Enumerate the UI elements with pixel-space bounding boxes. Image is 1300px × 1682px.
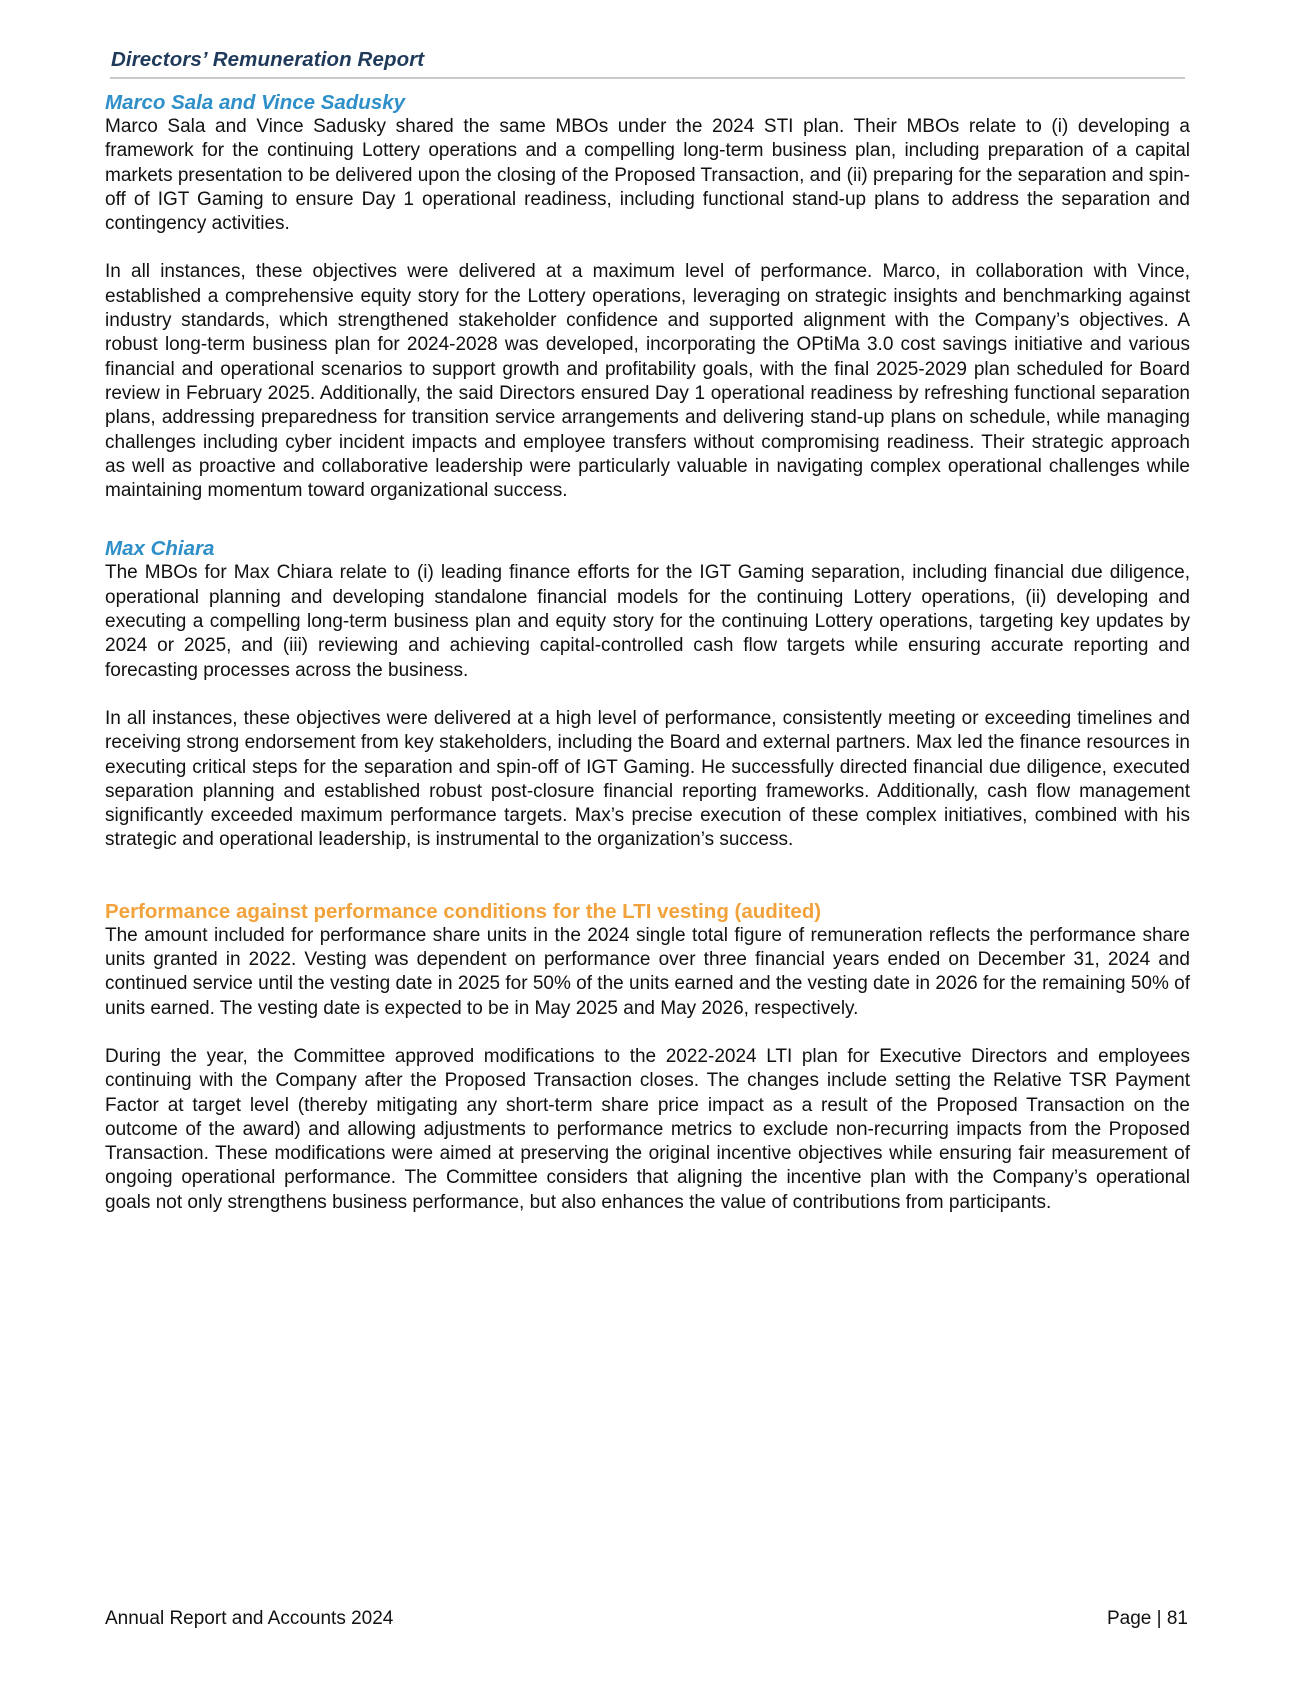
report-title: Directors’ Remuneration Report — [111, 48, 425, 71]
section-max-chiara — [105, 537, 1190, 852]
paragraph: The MBOs for Max Chiara relate to (i) leading finance efforts for the IGT Gaming separation, including financial due diligence, operational planning and developing standalone financial models for the continuing Lottery operations, (ii) developing and executing a compelling long-term business plan and equity story for the continuing Lottery operations, targeting key updates by 2024 or 2025, and (iii) reviewing and achieving capital-controlled cash flow targets while ensuring accurate reporting and forecasting processes across the business. — [105, 562, 1190, 681]
paragraph: In all instances, these objectives were delivered at a maximum level of performance. Marco, in collaboration with Vince, established a comprehensive equity story for the Lottery operations, leveraging on strategic insights and benchmarking against industry standards, which strengthened stakeholder confidence and supported alignment with the Company’s objectives. A robust long-term business plan for 2024-2028 was developed, incorporating the OPtiMa 3.0 cost savings initiative and various financial and operational scenarios to support growth and profitability goals, with the final 2025-2029 plan scheduled for Board review in February 2025. Additionally, the said Directors ensured Day 1 operational readiness by refreshing functional separation plans, addressing preparedness for transition service arrangements and delivering stand-up plans on schedule, while managing challenges including cyber incident impacts and employee transfers without compromising readiness. Their strategic approach as well as proactive and collaborative leadership were particularly valuable in navigating complex operational challenges while maintaining momentum toward organizational success. — [105, 261, 1190, 502]
section-heading: Performance against performance conditions for the LTI vesting (audited) — [105, 899, 822, 923]
section-lti-vesting — [105, 900, 1190, 1215]
section-sala-sadusky — [105, 91, 1190, 503]
section-heading: Max Chiara — [105, 537, 215, 561]
page-header — [110, 48, 1185, 79]
section-heading: Marco Sala and Vince Sadusky — [105, 91, 406, 114]
header-divider — [110, 77, 1185, 79]
page-number: Page | 81 — [1106, 1608, 1188, 1629]
paragraph: Marco Sala and Vince Sadusky shared the same MBOs under the 2024 STI plan. Their MBOs relate to (i) developing a framework for the continuing Lottery operations and a compelling long-term business plan, including preparation of a capital markets presentation to be delivered upon the closing of the Proposed Transaction, and (ii) preparing for the separation and spin-off of IGT Gaming to ensure Day 1 operational readiness, including functional stand-up plans to address the separation and contingency activities. — [105, 116, 1190, 235]
paragraph: During the year, the Committee approved modifications to the 2022-2024 LTI plan for Executive Directors and employees continuing with the Company after the Proposed Transaction closes. The changes include setting the Relative TSR Payment Factor at target level (thereby mitigating any short-term share price impact as a result of the Proposed Transaction on the outcome of the award) and allowing adjustments to performance metrics to exclude non-recurring impacts from the Proposed Transaction. These modifications were aimed at preserving the original incentive objectives while ensuring fair measurement of ongoing operational performance. The Committee considers that aligning the incentive plan with the Company’s operational goals not only strengthens business performance, but also enhances the value of contributions from participants. — [105, 1045, 1190, 1213]
footer-report-name: Annual Report and Accounts 2024 — [105, 1608, 394, 1629]
paragraph: In all instances, these objectives were delivered at a high level of performance, consistently meeting or exceeding timelines and receiving strong endorsement from key stakeholders, including the Board and external partners. Max led the finance resources in executing critical steps for the separation and spin-off of IGT Gaming. He successfully directed financial due diligence, executed separation planning and established robust post-closure financial reporting frameworks. Additionally, cash flow management significantly exceeded maximum performance targets. Max’s precise execution of these complex initiatives, combined with his strategic and operational leadership, is instrumental to the organization’s success. — [105, 707, 1190, 851]
paragraph: The amount included for performance share units in the 2024 single total figure of remuneration reflects the performance share units granted in 2022. Vesting was dependent on performance over three financial years ended on December 31, 2024 and continued service until the vesting date in 2025 for 50% of the units earned and the vesting date in 2026 for the remaining 50% of units earned. The vesting date is expected to be in May 2025 and May 2026, respectively. — [105, 924, 1190, 1019]
page-content — [105, 91, 1190, 1215]
